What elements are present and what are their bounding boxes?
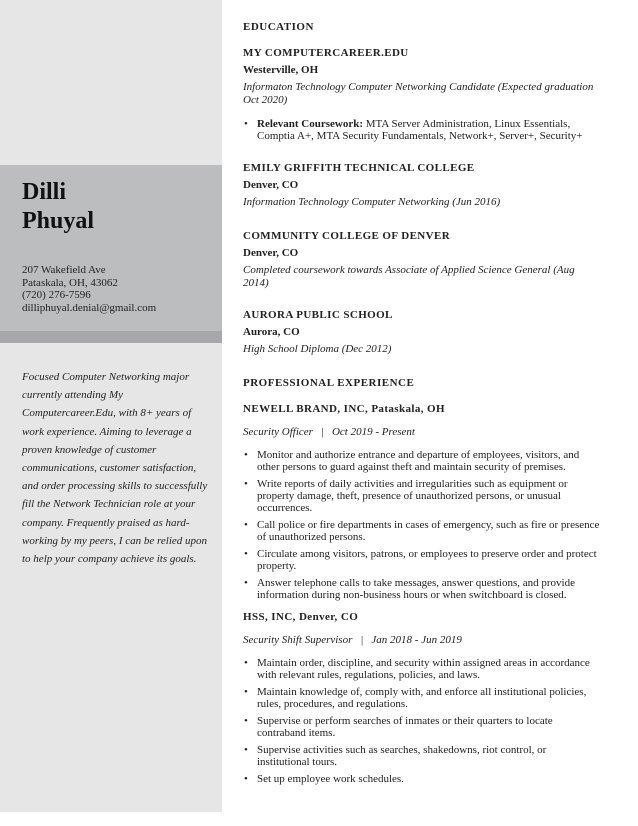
duty-item: • Set up employee work schedules. (257, 773, 601, 785)
job-duties (243, 657, 601, 785)
education-heading: EDUCATION (243, 21, 314, 33)
job-duties (243, 449, 601, 601)
duty-item: • Supervise or perform searches of inmates or their quarters to locate contraband items. (257, 715, 601, 739)
school-location: Denver, CO (243, 179, 299, 191)
duty-item: • Monitor and authorize entrance and departure of employees, visitors, and other persons to guard against theft and maintain security of premises. (257, 449, 601, 473)
job-dates: Oct 2019 - Present (331, 426, 415, 438)
candidate-name (22, 178, 94, 236)
email-address: dilliphuyal.denial@gmail.com (22, 301, 157, 314)
coursework-text: MTA Server Administration, Linux Essentials, Comptia A+, MTA Security Fundamentals, Network+, Server+, Security+ (257, 118, 583, 142)
school-detail: Information Technology Computer Networking (Jun 2016) (243, 196, 501, 208)
education-entry (243, 47, 601, 142)
main-content (243, 16, 601, 785)
school-detail: High School Diploma (Dec 2012) (243, 343, 392, 355)
job-dates: Jan 2018 - Jun 2019 (371, 634, 462, 646)
school-detail: Completed coursework towards Associate of Applied Science General (Aug 2014) (243, 264, 575, 289)
duty-item: • Maintain knowledge of, comply with, and enforce all institutional policies, rules, procedures, and regulations. (257, 686, 601, 710)
address-line-1: 207 Wakefield Ave (22, 264, 106, 276)
title-separator: | (320, 426, 324, 438)
duty-item: • Call police or fire departments in cases of emergency, such as fire or presence of unauthorized persons. (257, 519, 601, 543)
job-title: Security Shift Supervisor (243, 634, 353, 646)
education-entry (243, 162, 601, 209)
job-title: Security Officer (243, 426, 313, 438)
contact-info (22, 264, 156, 314)
school-detail: Informaton Technology Computer Networking Candidate (Expected graduation Oct 2020) (243, 81, 594, 106)
coursework-list (243, 118, 601, 142)
profile-summary: Focused Computer Networking major currently attending My Computercareer.Edu, with 8+ years of work experience. Aiming to leverage a proven knowledge of customer communications, customer satisfaction, and order processing skills to successfully fill the Network Technician role at your company. Frequently praised as hard-working by my peers, I can be relied upon to help your company achieve its goals. (22, 371, 208, 566)
duty-item: • Supervise activities such as searches, shakedowns, riot control, or institutional tours. (257, 744, 601, 768)
employer-name: HSS, INC, Denver, CO (243, 611, 359, 623)
phone-number: (720) 276-7596 (22, 289, 91, 301)
coursework-label: Relevant Coursework: (257, 118, 364, 130)
school-name: MY COMPUTERCAREER.EDU (243, 47, 409, 59)
coursework-item (257, 118, 601, 142)
address-line-2: Pataskala, OH, 43062 (22, 276, 118, 289)
title-separator: | (360, 634, 364, 646)
duty-item: • Circulate among visitors, patrons, or employees to preserve order and protect property. (257, 548, 601, 572)
school-location: Denver, CO (243, 247, 299, 259)
duty-item: • Write reports of daily activities and irregularities such as equipment or property damage, theft, presence of unauthorized persons, or unusual occurrences. (257, 478, 601, 514)
first-name: Dilli (22, 179, 67, 205)
job-entry (243, 403, 601, 601)
job-entry (243, 611, 601, 785)
job-title-line (243, 634, 601, 647)
school-location: Aurora, CO (243, 326, 300, 338)
school-name: AURORA PUBLIC SCHOOL (243, 309, 393, 321)
school-location: Westerville, OH (243, 64, 319, 76)
experience-heading: PROFESSIONAL EXPERIENCE (243, 377, 415, 389)
duty-item: • Answer telephone calls to take messages, answer questions, and provide information during non-business hours or when switchboard is closed. (257, 577, 601, 601)
job-title-line (243, 426, 601, 439)
name-banner-strip (0, 331, 222, 343)
school-name: COMMUNITY COLLEGE OF DENVER (243, 230, 451, 242)
school-name: EMILY GRIFFITH TECHNICAL COLLEGE (243, 162, 475, 174)
duty-item: • Maintain order, discipline, and security within assigned areas in accordance with relevant rules, regulations, policies, and laws. (257, 657, 601, 681)
last-name: Phuyal (22, 208, 95, 234)
education-entry (243, 230, 601, 290)
employer-name: NEWELL BRAND, INC, Pataskala, OH (243, 403, 445, 415)
education-entry (243, 309, 601, 356)
